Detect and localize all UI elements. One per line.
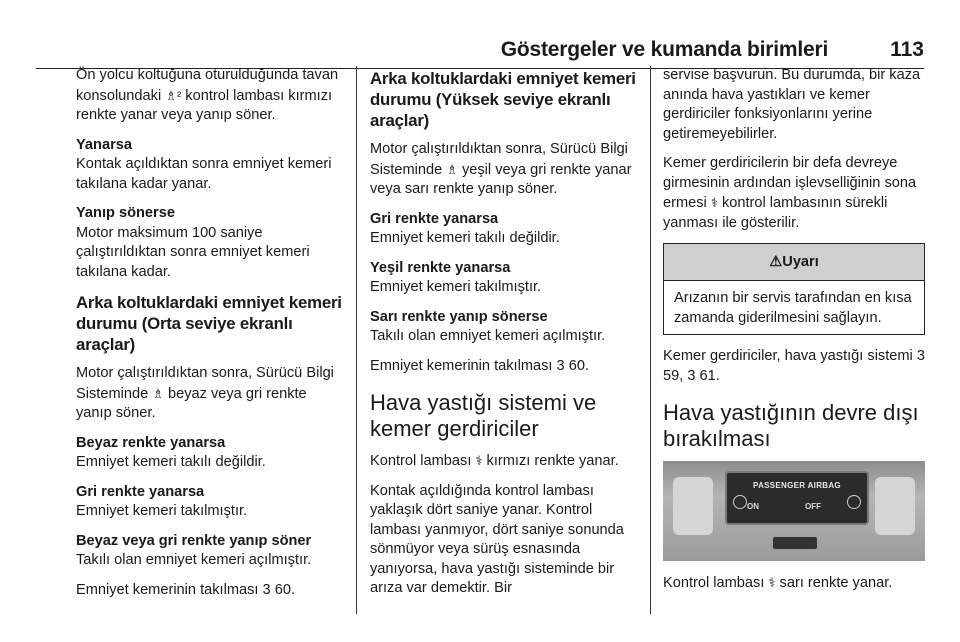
warning-header bbox=[664, 244, 924, 281]
paragraph: Takılı olan emniyet kemeri açılmıştır. bbox=[76, 552, 312, 568]
paragraph: Takılı olan emniyet kemeri açılmıştır. bbox=[370, 328, 606, 344]
subheading: Beyaz veya gri renkte yanıp söner bbox=[76, 532, 312, 549]
airbag-off-lamp bbox=[847, 495, 861, 509]
column-2 bbox=[370, 66, 636, 609]
cross-reference: Emniyet kemerinin takılması 3 60. bbox=[76, 581, 296, 598]
paragraph: Emniyet kemeri takılmıştır. bbox=[76, 503, 248, 519]
column-3 bbox=[663, 66, 925, 604]
chapter-heading: Hava yastığı sistemi ve kemer gerdiriciler bbox=[370, 390, 597, 441]
subheading: Sarı renkte yanıp sönerse bbox=[370, 308, 548, 325]
warning-box bbox=[663, 243, 925, 335]
subheading: Yeşil renkte yanarsa bbox=[370, 259, 511, 276]
cross-reference: Kemer gerdiriciler, hava yastığı sistemi 3 59, 3 61. bbox=[663, 348, 925, 384]
page-ref-icon: 3 bbox=[687, 367, 696, 384]
subheading: Beyaz renkte yanarsa bbox=[76, 434, 226, 451]
section-heading: Arka koltuklardaki emniyet kemeri durumu (Yüksek seviye ekranlı araçlar) bbox=[370, 69, 636, 130]
page-header bbox=[36, 26, 924, 69]
subheading: Gri renkte yanarsa bbox=[76, 483, 205, 500]
column-divider bbox=[650, 66, 651, 614]
section-heading: Arka koltuklardaki emniyet kemeri durumu (Orta seviye ekranlı araçlar) bbox=[76, 293, 342, 354]
page-ref-icon: 3 bbox=[262, 581, 271, 598]
airbag-off-icon: ⚕ bbox=[768, 575, 776, 590]
paragraph: Kontrol lambası ⚕ kırmızı renkte yanar. bbox=[370, 453, 619, 469]
cross-reference: Emniyet kemerinin takılması 3 60. bbox=[370, 357, 590, 374]
paragraph: Motor çalıştırıldıktan sonra, Sürücü Bilgi Sisteminde ♗ yeşil veya gri renkte yanar veya sarı renkte yanıp söner. bbox=[370, 141, 632, 197]
rear-seatbelt-icon: ♗ bbox=[446, 161, 458, 177]
page-number: 113 bbox=[890, 38, 924, 61]
chapter-heading: Hava yastığının devre dışı bırakılması bbox=[663, 400, 919, 451]
airbag-icon: ⚕ bbox=[475, 453, 483, 468]
paragraph: Emniyet kemeri takılı değildir. bbox=[370, 230, 560, 246]
airbag-on-lamp bbox=[733, 495, 747, 509]
subheading: Yanarsa bbox=[76, 136, 132, 153]
page-ref-icon: 3 bbox=[916, 348, 925, 364]
page-ref-icon: 3 bbox=[556, 357, 565, 374]
column-1 bbox=[76, 66, 344, 610]
paragraph: Kontak açıldığında kontrol lambası yaklaşık dört saniye yanar. Kontrol lambası yanmıyor, dört saniye sonunda sönmüyor veya sürüş esnasında yanıyorsa, hava yastığı sisteminde bir arıza var demektir. Bir bbox=[370, 482, 624, 596]
rear-seatbelt-icon: ♗ bbox=[152, 385, 164, 401]
paragraph: Motor maksimum 100 saniye çalıştırıldıktan sonra emniyet kemeri takılana kadar. bbox=[76, 224, 310, 280]
subheading: Gri renkte yanarsa bbox=[370, 210, 499, 227]
airbag-panel-photo bbox=[663, 461, 925, 561]
panel-label: PASSENGER AIRBAG bbox=[753, 481, 841, 490]
page-title: Göstergeler ve kumanda birimleri bbox=[500, 38, 829, 61]
warning-icon: ⚠ bbox=[769, 254, 783, 270]
paragraph: Emniyet kemeri takılmıştır. bbox=[370, 279, 542, 295]
column-divider bbox=[356, 66, 357, 614]
on-label: ON bbox=[747, 502, 759, 511]
seatbelt-2-icon: ♗² bbox=[165, 87, 182, 103]
warning-title: Uyarı bbox=[782, 254, 819, 270]
warning-text: Arızanın bir servis tarafından en kısa zamanda giderilmesini sağlayın. bbox=[674, 290, 912, 326]
paragraph: Kemer gerdiricilerin bir defa devreye girmesinin ardından işlevselliğinin sona ermesi ⚕ kontrol lambasının sürekli yanması ile gösterilir. bbox=[663, 155, 917, 231]
paragraph: Ön yolcu koltuğuna oturulduğunda tavan konsolundaki ♗² kontrol lambası kırmızı renkte yanar veya yanıp söner. bbox=[76, 67, 339, 123]
paragraph: servise başvurun. Bu durumda, bir kaza anında hava yastıkları ve kemer gerdiriciler fonksiyonlarını yerine getiremeyebilirler. bbox=[663, 67, 921, 142]
paragraph: Kontak açıldıktan sonra emniyet kemeri takılana kadar yanar. bbox=[76, 156, 332, 192]
paragraph: Motor çalıştırıldıktan sonra, Sürücü Bilgi Sisteminde ♗ beyaz veya gri renkte yanıp söner. bbox=[76, 365, 334, 421]
off-label: OFF bbox=[805, 502, 821, 511]
airbag-indicator-panel bbox=[725, 471, 869, 525]
subheading: Yanıp sönerse bbox=[76, 205, 175, 221]
paragraph: Emniyet kemeri takılı değildir. bbox=[76, 454, 266, 470]
paragraph: Kontrol lambası ⚕ sarı renkte yanar. bbox=[663, 575, 893, 591]
airbag-icon: ⚕ bbox=[710, 195, 718, 210]
